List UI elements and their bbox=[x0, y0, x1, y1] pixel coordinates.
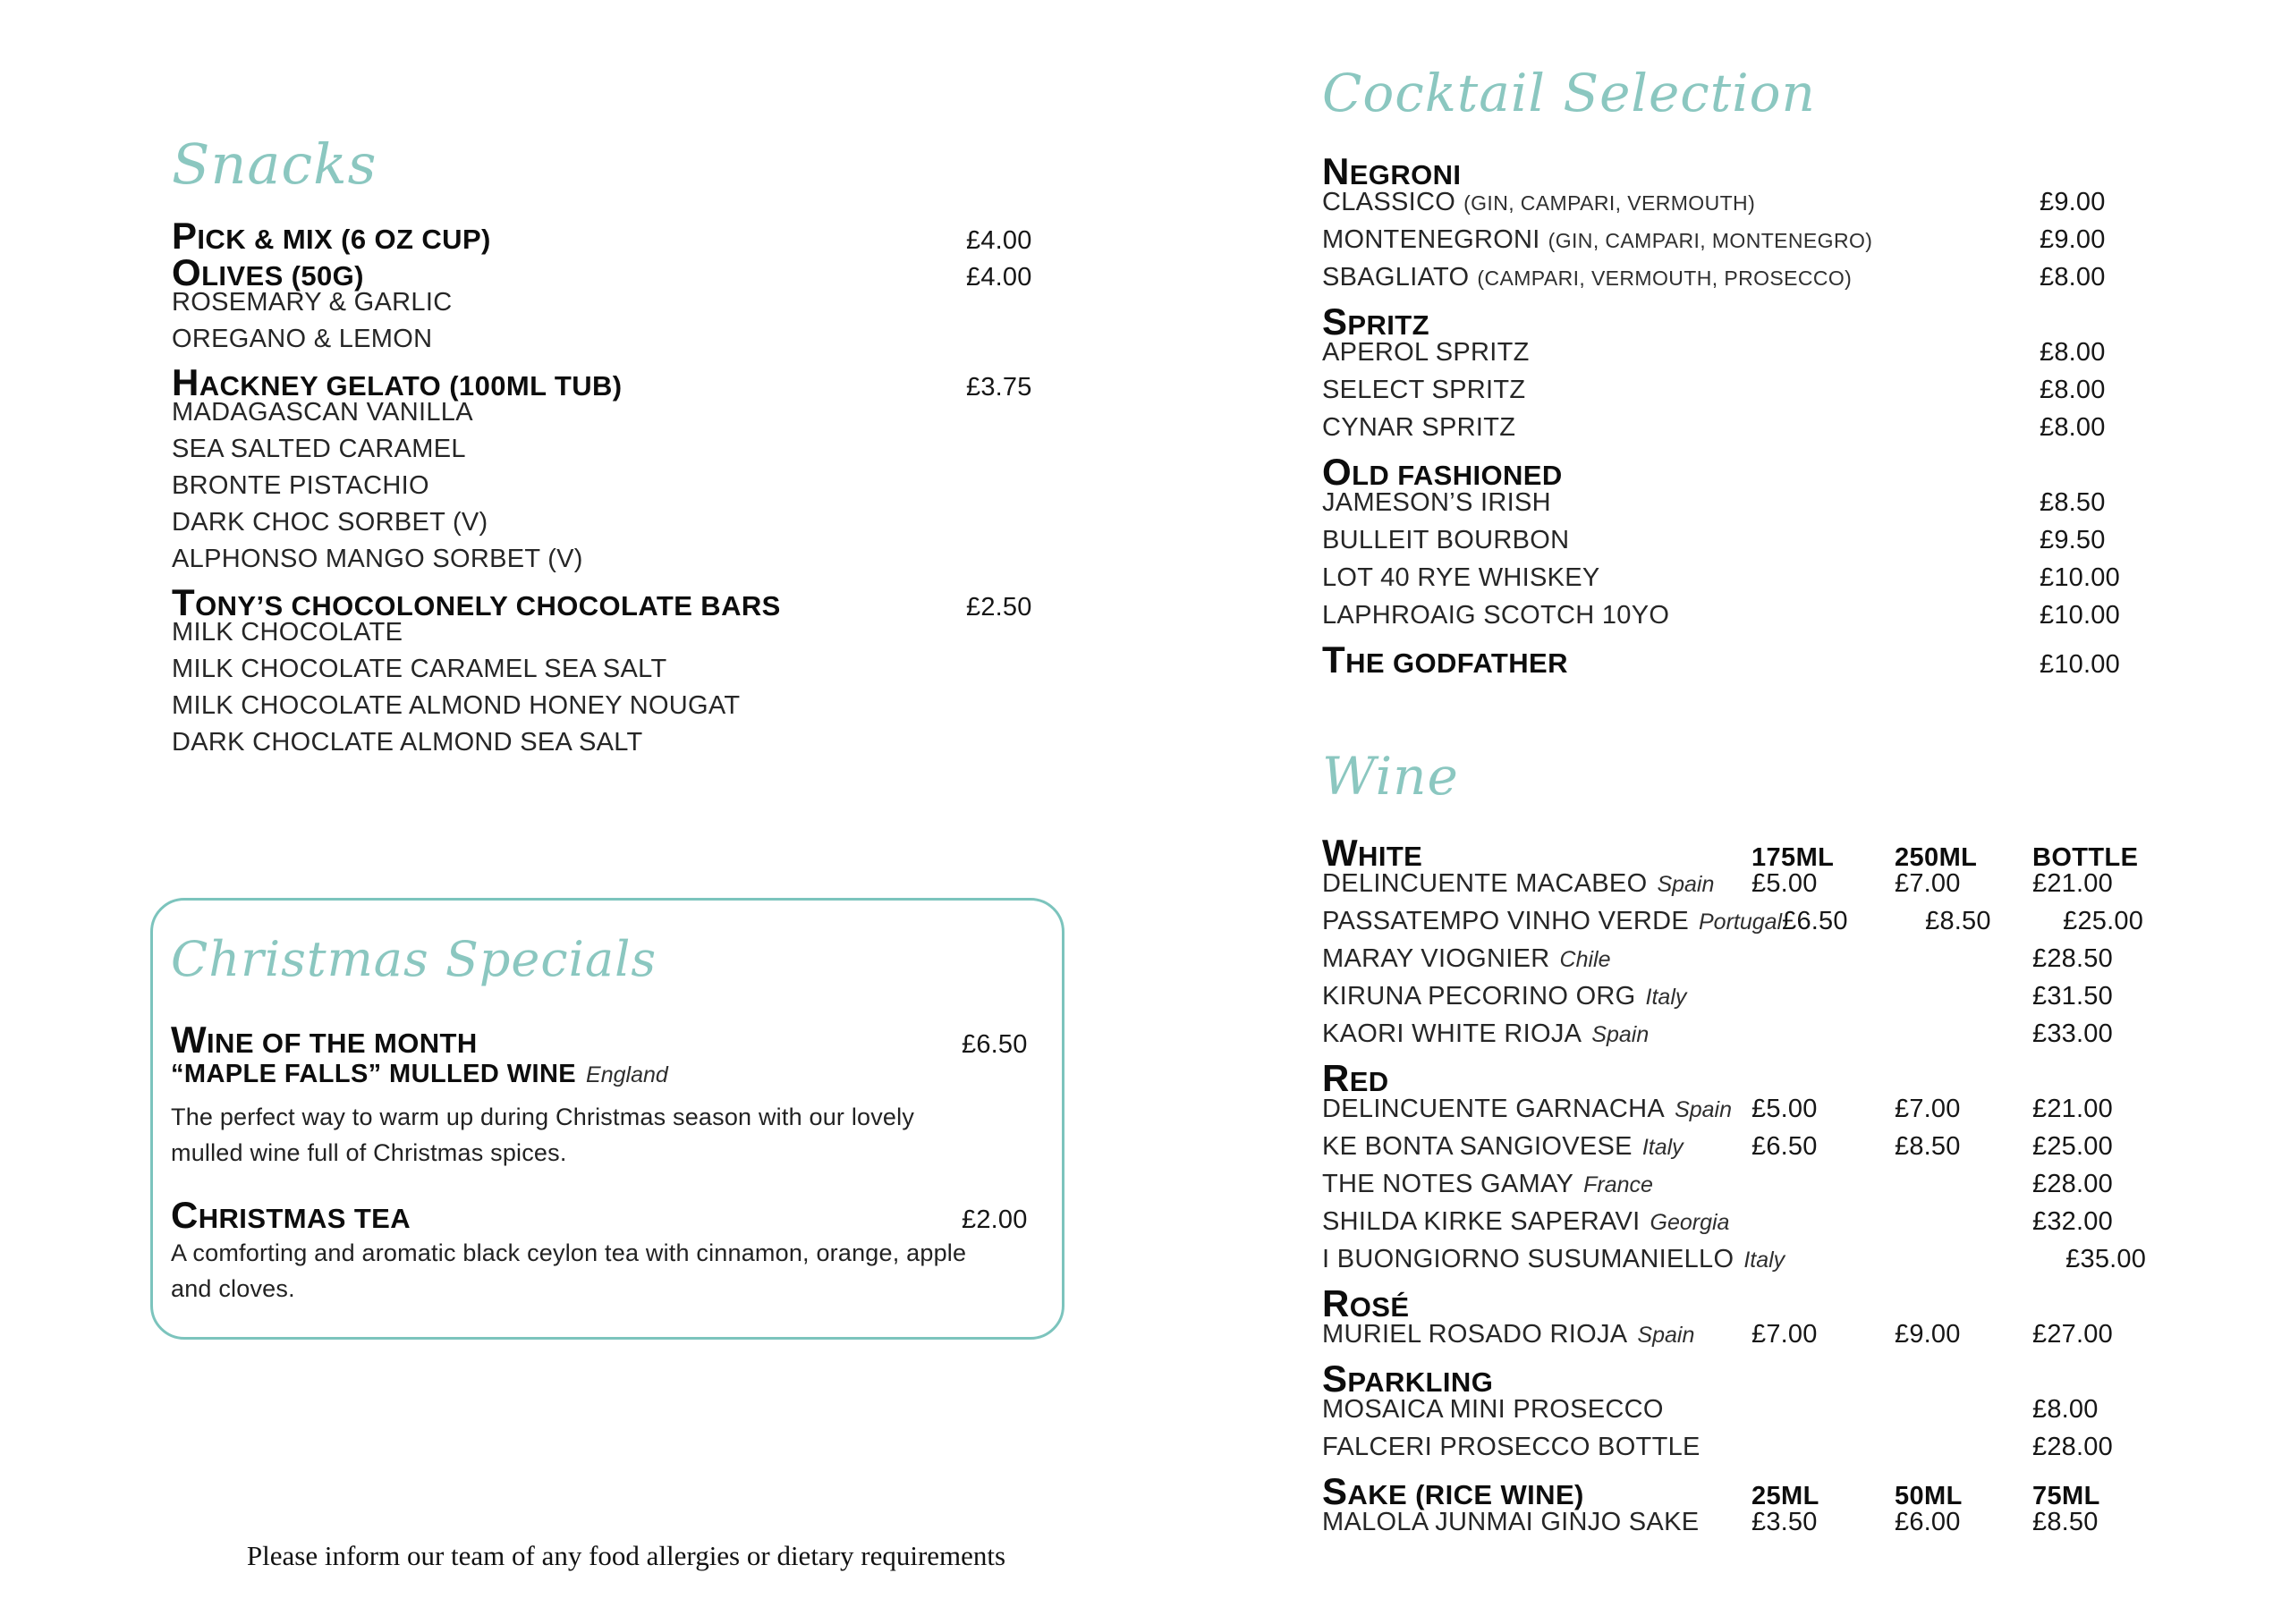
price-bottle: £33.00 bbox=[2032, 1019, 2113, 1048]
wine-row bbox=[1322, 944, 2159, 982]
item-name: BULLEIT BOURBON bbox=[1322, 526, 1570, 554]
snacks-section bbox=[172, 114, 1050, 765]
item-price: £9.50 bbox=[2040, 526, 2106, 554]
menu-row bbox=[1322, 188, 2159, 225]
group-label: SPRITZ bbox=[1322, 300, 1429, 343]
wine-row bbox=[1322, 1433, 2159, 1470]
price-175ml: £5.00 bbox=[1751, 1095, 1818, 1123]
menu-row bbox=[1322, 526, 2159, 563]
wine-group-header bbox=[1322, 1057, 2159, 1099]
wine-country: Spain bbox=[1657, 872, 1715, 897]
item-name: CYNAR SPRITZ bbox=[1322, 413, 1516, 442]
spacer bbox=[171, 1171, 1046, 1194]
wine-row bbox=[1322, 1207, 2159, 1245]
price-250ml: £7.00 bbox=[1895, 869, 1961, 898]
menu-row bbox=[172, 361, 1050, 403]
item-name: SELECT SPRITZ bbox=[1322, 376, 1526, 404]
menu-row bbox=[172, 215, 1050, 257]
wine-name: DELINCUENTE GARNACHA bbox=[1322, 1095, 1666, 1123]
wine-country: Italy bbox=[1743, 1248, 1785, 1273]
price-bottle: £35.00 bbox=[2065, 1245, 2147, 1273]
price-175ml: £5.00 bbox=[1751, 869, 1818, 898]
christmas-specials-box bbox=[150, 898, 1064, 1340]
menu-row bbox=[172, 251, 1050, 293]
wine-name: FALCERI PROSECCO BOTTLE bbox=[1322, 1433, 1701, 1461]
wine-country: Spain bbox=[1637, 1323, 1695, 1348]
wine-row bbox=[1322, 869, 2159, 907]
wine-table-header bbox=[1322, 1470, 2159, 1512]
col-header-25ml: 25ML bbox=[1751, 1482, 1819, 1510]
wine-name: SHILDA KIRKE SAPERAVI bbox=[1322, 1207, 1641, 1236]
item-price: £8.00 bbox=[2040, 376, 2106, 404]
group-label: THE GODFATHER bbox=[1322, 639, 1568, 681]
item-name: MONTENEGRONI bbox=[1322, 225, 1540, 254]
item-name: WINE OF THE MONTH bbox=[171, 1019, 478, 1061]
wine-name: THE NOTES GAMAY bbox=[1322, 1170, 1574, 1198]
item-price: £9.00 bbox=[2040, 225, 2106, 254]
wine-country: Portugal bbox=[1699, 909, 1783, 935]
price-bottle: £8.00 bbox=[2032, 1395, 2099, 1424]
flavour-item: DARK CHOCLATE ALMOND SEA SALT bbox=[172, 728, 643, 757]
wine-country: Georgia bbox=[1650, 1210, 1730, 1235]
allergy-notice: Please inform our team of any food allergies or dietary requirements bbox=[246, 1540, 1006, 1571]
menu-row bbox=[172, 435, 1050, 471]
wine-name: KAORI WHITE RIOJA bbox=[1322, 1019, 1582, 1048]
item-price: £2.50 bbox=[966, 593, 1032, 622]
wine-country: Spain bbox=[1591, 1022, 1650, 1047]
item-name: TONY’S CHOCOLONELY CHOCOLATE BARS bbox=[172, 581, 781, 623]
wine-country: Italy bbox=[1645, 985, 1687, 1010]
flavour-item: SEA SALTED CARAMEL bbox=[172, 435, 466, 463]
cocktails-section bbox=[1322, 43, 2159, 681]
group-label: SAKE (RICE WINE) bbox=[1322, 1470, 1584, 1512]
price-bottle: £25.00 bbox=[2032, 1132, 2113, 1161]
price-250ml: £8.50 bbox=[1895, 1132, 1961, 1161]
price-bottle: £31.50 bbox=[2032, 982, 2113, 1011]
wine-name: I BUONGIORNO SUSUMANIELLO bbox=[1322, 1245, 1734, 1273]
wine-row bbox=[1322, 1395, 2159, 1433]
menu-row bbox=[172, 471, 1050, 508]
wine-row bbox=[1322, 1320, 2159, 1358]
item-name: LOT 40 RYE WHISKEY bbox=[1322, 563, 1600, 592]
price-75ml: £8.50 bbox=[2032, 1508, 2099, 1536]
wine-table-header bbox=[1322, 832, 2159, 874]
menu-row bbox=[172, 288, 1050, 325]
wine-country: France bbox=[1583, 1172, 1653, 1197]
item-name: CHRISTMAS TEA bbox=[171, 1194, 411, 1236]
wine-name: KE BONTA SANGIOVESE bbox=[1322, 1132, 1633, 1161]
price-bottle: £28.00 bbox=[2032, 1433, 2113, 1461]
item-name: HACKNEY GELATO (100ML TUB) bbox=[172, 361, 623, 403]
price-bottle: £25.00 bbox=[2063, 907, 2144, 935]
price-bottle: £32.00 bbox=[2032, 1207, 2113, 1236]
item-name: PICK & MIX (6 OZ CUP) bbox=[172, 215, 491, 257]
menu-row bbox=[171, 1194, 1046, 1235]
wine-name: MARAY VIOGNIER bbox=[1322, 944, 1550, 973]
menu-row bbox=[171, 1060, 1046, 1099]
wine-name: MOSAICA MINI PROSECCO bbox=[1322, 1395, 1664, 1424]
col-header-175ml: 175ML bbox=[1751, 843, 1835, 872]
flavour-item: BRONTE PISTACHIO bbox=[172, 471, 429, 500]
snacks-heading: Snacks bbox=[172, 131, 377, 197]
item-name: SBAGLIATO bbox=[1322, 263, 1470, 292]
item-price: £10.00 bbox=[2040, 563, 2120, 592]
wine-section bbox=[1322, 726, 2159, 1545]
wine-row bbox=[1322, 1245, 2159, 1282]
price-250ml: £9.00 bbox=[1895, 1320, 1961, 1349]
item-description: The perfect way to warm up during Christmas season with our lovely mulled wine full of Christmas spices. bbox=[171, 1104, 915, 1166]
wine-name: PASSATEMPO VINHO VERDE bbox=[1322, 907, 1689, 935]
cocktail-group-header bbox=[1322, 639, 2159, 681]
wine-name: KIRUNA PECORINO ORG bbox=[1322, 982, 1636, 1011]
menu-row bbox=[172, 581, 1050, 623]
price-250ml: £8.50 bbox=[1925, 907, 1991, 935]
item-price: £4.00 bbox=[966, 226, 1032, 255]
item-price: £10.00 bbox=[2040, 601, 2120, 630]
cocktails-heading: Cocktail Selection bbox=[1322, 63, 1816, 123]
wine-row bbox=[1322, 1170, 2159, 1207]
item-price: £8.00 bbox=[2040, 263, 2106, 292]
wine-group-header bbox=[1322, 1358, 2159, 1400]
group-label: ROSÉ bbox=[1322, 1282, 1410, 1324]
menu-row bbox=[172, 728, 1050, 765]
item-description: A comforting and aromatic black ceylon tea with cinnamon, orange, apple and cloves. bbox=[171, 1239, 967, 1302]
menu-row bbox=[172, 508, 1050, 545]
menu-row bbox=[1322, 376, 2159, 413]
flavour-item: MILK CHOCOLATE bbox=[172, 618, 403, 647]
wine-row bbox=[1322, 907, 2159, 944]
cocktail-group-header bbox=[1322, 451, 2159, 493]
menu-row bbox=[172, 691, 1050, 728]
flavour-item: ROSEMARY & GARLIC bbox=[172, 288, 453, 317]
christmas-heading: Christmas Specials bbox=[171, 931, 657, 987]
item-price: £8.50 bbox=[2040, 488, 2106, 517]
flavour-item: MADAGASCAN VANILLA bbox=[172, 398, 473, 427]
item-price: £10.00 bbox=[2040, 650, 2120, 679]
wine-row bbox=[1322, 1508, 2159, 1545]
wine-country: Chile bbox=[1559, 947, 1611, 972]
group-label: NEGRONI bbox=[1322, 150, 1462, 192]
wine-country: Italy bbox=[1641, 1135, 1684, 1160]
price-25ml: £3.50 bbox=[1751, 1508, 1818, 1536]
menu-row bbox=[1322, 413, 2159, 451]
flavour-item: OREGANO & LEMON bbox=[172, 325, 433, 353]
price-bottle: £28.50 bbox=[2032, 944, 2113, 973]
item-origin: England bbox=[586, 1062, 668, 1087]
col-header-bottle: BOTTLE bbox=[2032, 843, 2139, 872]
col-header-250ml: 250ML bbox=[1895, 843, 1978, 872]
flavour-item: MILK CHOCOLATE CARAMEL SEA SALT bbox=[172, 655, 667, 683]
price-bottle: £28.00 bbox=[2032, 1170, 2113, 1198]
flavour-item: ALPHONSO MANGO SORBET (V) bbox=[172, 545, 583, 573]
group-label: RED bbox=[1322, 1057, 1389, 1099]
item-subname: “MAPLE FALLS” MULLED WINE bbox=[171, 1060, 577, 1088]
item-name: CLASSICO bbox=[1322, 188, 1456, 216]
item-name: OLIVES (50G) bbox=[172, 251, 364, 293]
item-name: JAMESON’S IRISH bbox=[1322, 488, 1551, 517]
item-price: £8.00 bbox=[2040, 338, 2106, 367]
wine-name: MURIEL ROSADO RIOJA bbox=[1322, 1320, 1628, 1349]
cocktail-group-header bbox=[1322, 150, 2159, 192]
menu-row bbox=[1322, 488, 2159, 526]
price-bottle: £27.00 bbox=[2032, 1320, 2113, 1349]
cocktail-group-header bbox=[1322, 300, 2159, 343]
item-price: £4.00 bbox=[966, 263, 1032, 292]
item-price: £2.00 bbox=[962, 1205, 1028, 1234]
menu-row bbox=[172, 325, 1050, 361]
wine-row bbox=[1322, 982, 2159, 1019]
menu-row bbox=[171, 1019, 1046, 1060]
price-175ml: £6.50 bbox=[1751, 1132, 1818, 1161]
menu-row bbox=[172, 655, 1050, 691]
menu-row bbox=[1322, 225, 2159, 263]
wine-row bbox=[1322, 1132, 2159, 1170]
group-label: OLD FASHIONED bbox=[1322, 451, 1563, 493]
wine-heading: Wine bbox=[1322, 746, 1459, 807]
item-price: £8.00 bbox=[2040, 413, 2106, 442]
menu-row bbox=[1322, 263, 2159, 300]
item-ingredients: (CAMPARI, VERMOUTH, PROSECCO) bbox=[1477, 266, 1853, 290]
flavour-item: MILK CHOCOLATE ALMOND HONEY NOUGAT bbox=[172, 691, 741, 720]
item-name: APEROL SPRITZ bbox=[1322, 338, 1530, 367]
price-250ml: £7.00 bbox=[1895, 1095, 1961, 1123]
group-label: WHITE bbox=[1322, 832, 1423, 874]
price-175ml: £7.00 bbox=[1751, 1320, 1818, 1349]
item-price: £9.00 bbox=[2040, 188, 2106, 216]
price-50ml: £6.00 bbox=[1895, 1508, 1961, 1536]
price-bottle: £21.00 bbox=[2032, 869, 2113, 898]
menu-row bbox=[1322, 563, 2159, 601]
menu-row bbox=[1322, 601, 2159, 639]
col-header-50ml: 50ML bbox=[1895, 1482, 1963, 1510]
snacks-list bbox=[172, 215, 1050, 765]
item-price: £3.75 bbox=[966, 373, 1032, 402]
item-name: LAPHROAIG SCOTCH 10YO bbox=[1322, 601, 1670, 630]
wine-country: Spain bbox=[1675, 1097, 1733, 1122]
wine-group-header bbox=[1322, 1282, 2159, 1324]
item-ingredients: (GIN, CAMPARI, VERMOUTH) bbox=[1463, 191, 1756, 215]
wine-row bbox=[1322, 1019, 2159, 1057]
menu-row bbox=[172, 545, 1050, 581]
group-label: SPARKLING bbox=[1322, 1358, 1494, 1400]
wine-name: DELINCUENTE MACABEO bbox=[1322, 869, 1648, 898]
wine-row bbox=[1322, 1095, 2159, 1132]
price-bottle: £21.00 bbox=[2032, 1095, 2113, 1123]
item-ingredients: (GIN, CAMPARI, MONTENEGRO) bbox=[1548, 229, 1873, 252]
wine-name: MALOLA JUNMAI GINJO SAKE bbox=[1322, 1508, 1700, 1536]
menu-row bbox=[1322, 338, 2159, 376]
col-header-75ml: 75ML bbox=[2032, 1482, 2100, 1510]
price-175ml: £6.50 bbox=[1782, 907, 1848, 935]
item-price: £6.50 bbox=[962, 1030, 1028, 1059]
flavour-item: DARK CHOC SORBET (V) bbox=[172, 508, 488, 537]
